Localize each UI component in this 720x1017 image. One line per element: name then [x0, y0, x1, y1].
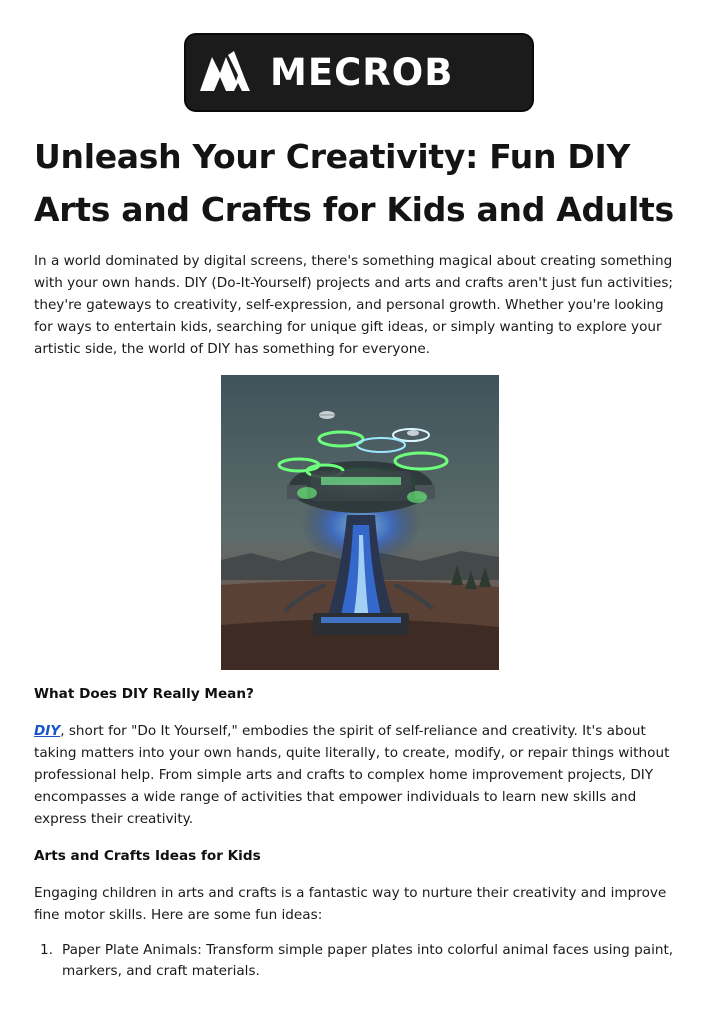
- mecrob-logo-mark-icon: [198, 47, 258, 99]
- intro-paragraph: In a world dominated by digital screens, there's something magical about creating something with your own hands. DIY (Do-It-Yourself) projects and arts and crafts aren't just fun activities; they're gateways to creativity, self-expression, and personal growth. Whether you're looking for ways to entertain kids, searching for unique gift ideas, or simply wanting to explore your artistic side, the world of DIY has something for everyone.: [34, 253, 673, 357]
- hero-image: [221, 375, 499, 670]
- article-title: Unleash Your Creativity: Fun DIY Arts and Crafts for Kids and Adults: [34, 137, 674, 229]
- diy-paragraph: [34, 720, 686, 830]
- kids-crafts-paragraph: Engaging children in arts and crafts is a fantastic way to nurture their creativity and improve fine motor skills. Here are some fun ideas:: [34, 885, 667, 923]
- diy-link[interactable]: DIY: [34, 723, 61, 739]
- section-heading-diy: What Does DIY Really Mean?: [34, 686, 254, 702]
- robotic-tree-illustration: [221, 375, 499, 670]
- list-item-text: Paper Plate Animals: Transform simple paper plates into colorful animal faces using paint, markers, and craft materials.: [62, 942, 674, 979]
- diy-paragraph-body: , short for "Do It Yourself," embodies the spirit of self-reliance and creativity. It's about taking matters into your own hands, quite literally, to create, modify, or repair things without professional help. From simple arts and crafts to complex home improvement projects, DIY encompasses a wide range of activities that empower individuals to learn new skills and express their creativity.: [34, 723, 670, 827]
- list-item: [34, 940, 684, 982]
- section-heading-kids-crafts: Arts and Crafts Ideas for Kids: [34, 848, 261, 864]
- logo-brand-text: MECROB: [270, 51, 454, 94]
- list-item-number: 1.: [40, 942, 53, 958]
- mecrob-logo[interactable]: [184, 33, 534, 112]
- craft-ideas-list: [34, 940, 684, 982]
